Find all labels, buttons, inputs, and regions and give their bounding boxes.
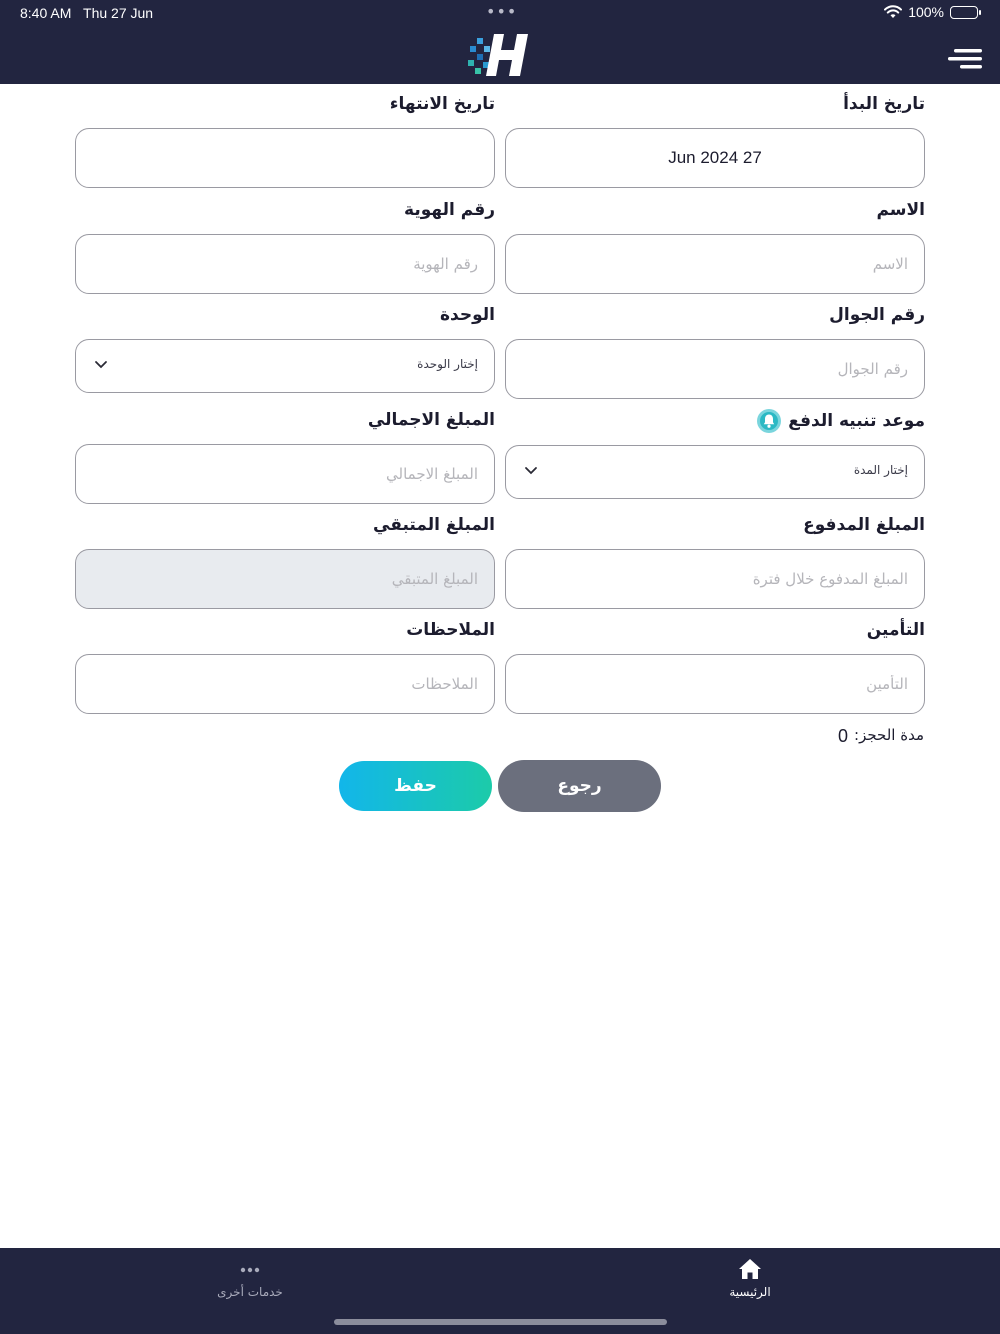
booking-duration-value: 0	[838, 726, 849, 746]
insurance-input[interactable]	[506, 655, 924, 713]
id-number-label: رقم الهوية	[404, 200, 495, 220]
remaining-amount-label: المبلغ المتبقي	[373, 515, 495, 535]
notes-label: الملاحظات	[406, 620, 495, 640]
mobile-label: رقم الجوال	[829, 305, 925, 325]
name-label: الاسم	[876, 200, 925, 220]
insurance-label: التأمين	[866, 620, 925, 640]
top-app-bar	[0, 0, 1000, 84]
h-logo-icon	[466, 30, 536, 80]
status-indicators	[884, 4, 978, 20]
name-group	[505, 200, 925, 306]
payment-reminder-group	[505, 408, 925, 514]
payment-reminder-label-text: موعد تنبيه الدفع	[788, 411, 925, 431]
remaining-amount-box	[75, 549, 495, 609]
tab-home-label: الرئيسية	[729, 1285, 771, 1299]
end-date-input[interactable]	[76, 129, 494, 187]
insurance-group	[505, 620, 925, 726]
mobile-box[interactable]	[505, 339, 925, 399]
tab-home[interactable]	[650, 1248, 850, 1308]
booking-duration-label: مدة الحجز:	[854, 726, 924, 744]
unit-select-value: إختار الوحدة	[417, 357, 478, 371]
start-date-input[interactable]	[506, 129, 924, 187]
wifi-icon	[884, 5, 902, 19]
tab-other-services-label: خدمات أخرى	[217, 1285, 283, 1299]
end-date-box[interactable]	[75, 128, 495, 188]
paid-amount-box[interactable]	[505, 549, 925, 609]
id-number-box[interactable]	[75, 234, 495, 294]
status-time	[20, 5, 153, 21]
battery-icon	[950, 6, 978, 19]
paid-amount-group	[505, 515, 925, 621]
payment-reminder-select-value: إختار المدة	[853, 463, 908, 477]
home-icon	[737, 1257, 763, 1281]
end-date-group	[75, 94, 495, 200]
notes-box[interactable]	[75, 654, 495, 714]
unit-select[interactable]	[75, 339, 495, 393]
status-date: Thu 27 Jun	[83, 5, 154, 21]
remaining-amount-group	[75, 515, 495, 621]
remaining-amount-input	[76, 550, 494, 608]
insurance-box[interactable]	[505, 654, 925, 714]
start-date-group	[505, 94, 925, 200]
id-number-group	[75, 200, 495, 306]
mobile-input[interactable]	[506, 340, 924, 398]
back-button[interactable]: رجوع	[498, 760, 661, 812]
total-amount-box[interactable]	[75, 444, 495, 504]
total-amount-group	[75, 410, 495, 516]
booking-duration	[838, 726, 924, 747]
id-number-input[interactable]	[76, 235, 494, 293]
end-date-label: تاريخ الانتهاء	[389, 94, 495, 114]
paid-amount-label: المبلغ المدفوع	[803, 515, 925, 535]
notes-input[interactable]	[76, 655, 494, 713]
tab-other-services[interactable]	[150, 1248, 350, 1308]
start-date-label: تاريخ البدأ	[843, 94, 925, 114]
home-indicator[interactable]	[334, 1319, 667, 1325]
start-date-box[interactable]	[505, 128, 925, 188]
battery-percent: 100%	[908, 4, 944, 20]
chevron-down-icon	[94, 360, 108, 370]
unit-group	[75, 305, 495, 411]
unit-label: الوحدة	[440, 305, 495, 325]
total-amount-label: المبلغ الاجمالي	[367, 410, 495, 430]
mobile-group	[505, 305, 925, 411]
paid-amount-input[interactable]	[506, 550, 924, 608]
payment-reminder-label	[756, 408, 925, 434]
notes-group	[75, 620, 495, 726]
status-clock: 8:40 AM	[20, 5, 72, 21]
hamburger-menu-icon[interactable]	[946, 46, 984, 72]
name-input[interactable]	[506, 235, 924, 293]
chevron-down-icon	[524, 466, 538, 476]
multitask-dots-icon[interactable]: •••	[486, 2, 518, 21]
total-amount-input[interactable]	[76, 445, 494, 503]
bell-icon[interactable]	[756, 408, 782, 434]
save-button[interactable]: حفظ	[339, 761, 492, 811]
more-dots-icon	[239, 1259, 261, 1281]
payment-reminder-select[interactable]	[505, 445, 925, 499]
name-box[interactable]	[505, 234, 925, 294]
